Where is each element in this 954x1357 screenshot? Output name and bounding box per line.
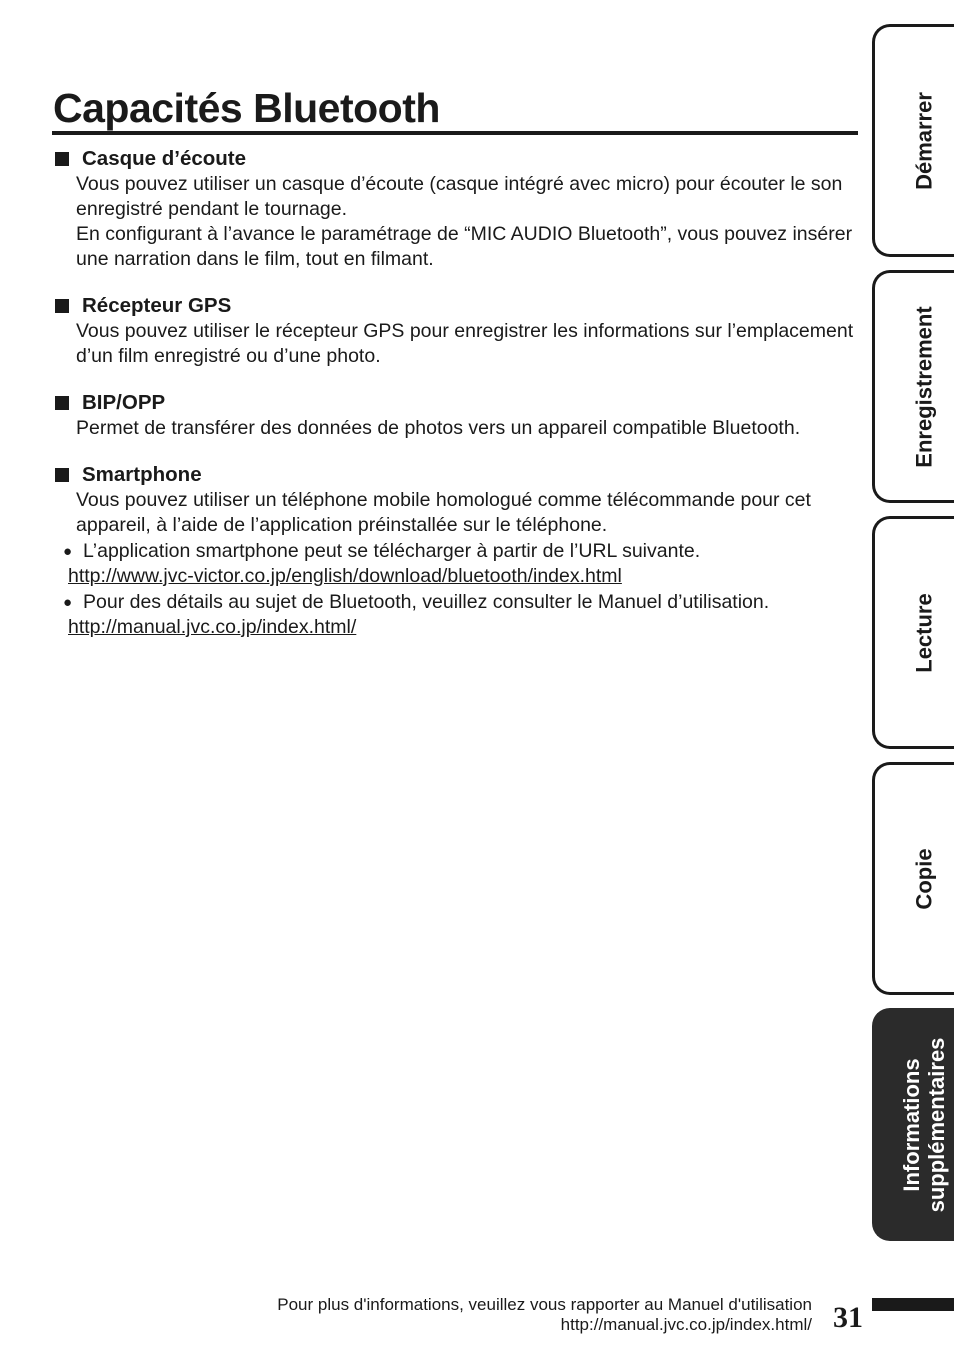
- section-heading: Casque d’écoute: [82, 147, 247, 170]
- tab-demarrer[interactable]: [872, 24, 954, 257]
- section-paragraph: Permet de transférer des données de photos vers un appareil compatible Bluetooth.: [76, 417, 801, 439]
- footer-url: http://manual.jvc.co.jp/index.html/: [560, 1315, 812, 1334]
- title-underline: [52, 131, 858, 135]
- list-item: [55, 590, 860, 640]
- section-heading: Smartphone: [82, 463, 202, 486]
- footer-bar: [872, 1298, 954, 1311]
- main-content: [55, 146, 860, 661]
- section-heading: Récepteur GPS: [82, 294, 232, 317]
- footer-note: [277, 1295, 812, 1335]
- section-paragraph: En configurant à l’avance le paramétrage de “MIC AUDIO Bluetooth”, vous pouvez insérer une narration dans le film, tout en filmant.: [76, 223, 853, 270]
- tab-label: Informations supplémentaires: [898, 1037, 949, 1212]
- tab-informations-supplementaires[interactable]: [872, 1008, 954, 1241]
- square-bullet-icon: [55, 152, 69, 166]
- tab-label: Copie: [911, 847, 936, 910]
- tab-label: Démarrer: [911, 91, 936, 190]
- tab-enregistrement[interactable]: [872, 270, 954, 503]
- bullet-dot-icon: ●: [63, 594, 73, 611]
- section-paragraph: Vous pouvez utiliser le récepteur GPS pour enregistrer les informations sur l’emplacement d’un film enregistré ou d’une photo.: [76, 320, 854, 367]
- square-bullet-icon: [55, 396, 69, 410]
- bullet-text: Pour des détails au sujet de Bluetooth, veuillez consulter le Manuel d’utilisation.: [83, 591, 770, 613]
- footer-text: Pour plus d'informations, veuillez vous rapporter au Manuel d'utilisation: [277, 1295, 812, 1314]
- square-bullet-icon: [55, 299, 69, 313]
- section-smartphone: [55, 462, 860, 640]
- tab-lecture[interactable]: [872, 516, 954, 749]
- section-gps: [55, 293, 860, 369]
- square-bullet-icon: [55, 468, 69, 482]
- page-title: Capacités Bluetooth: [53, 85, 440, 131]
- manual-url-link[interactable]: http://manual.jvc.co.jp/index.html/: [68, 616, 357, 638]
- section-paragraph: Vous pouvez utiliser un téléphone mobile homologué comme télécommande pour cet appareil, à l’aide de l’application préinstallée sur le téléphone.: [76, 489, 811, 536]
- bullet-dot-icon: ●: [63, 543, 73, 560]
- tab-label: Lecture: [911, 592, 936, 673]
- section-heading: BIP/OPP: [82, 391, 166, 414]
- bullet-text: L’application smartphone peut se télécharger à partir de l’URL suivante.: [83, 540, 701, 562]
- section-bip-opp: [55, 390, 860, 441]
- tab-label: Enregistrement: [911, 305, 936, 468]
- tab-copie[interactable]: [872, 762, 954, 995]
- section-headset: [55, 146, 860, 272]
- list-item: [55, 539, 860, 589]
- section-paragraph: Vous pouvez utiliser un casque d’écoute (casque intégré avec micro) pour écouter le son enregistré pendant le tournage.: [76, 173, 843, 220]
- download-url-link[interactable]: http://www.jvc-victor.co.jp/english/download/bluetooth/index.html: [68, 565, 622, 587]
- page-number: 31: [833, 1301, 863, 1334]
